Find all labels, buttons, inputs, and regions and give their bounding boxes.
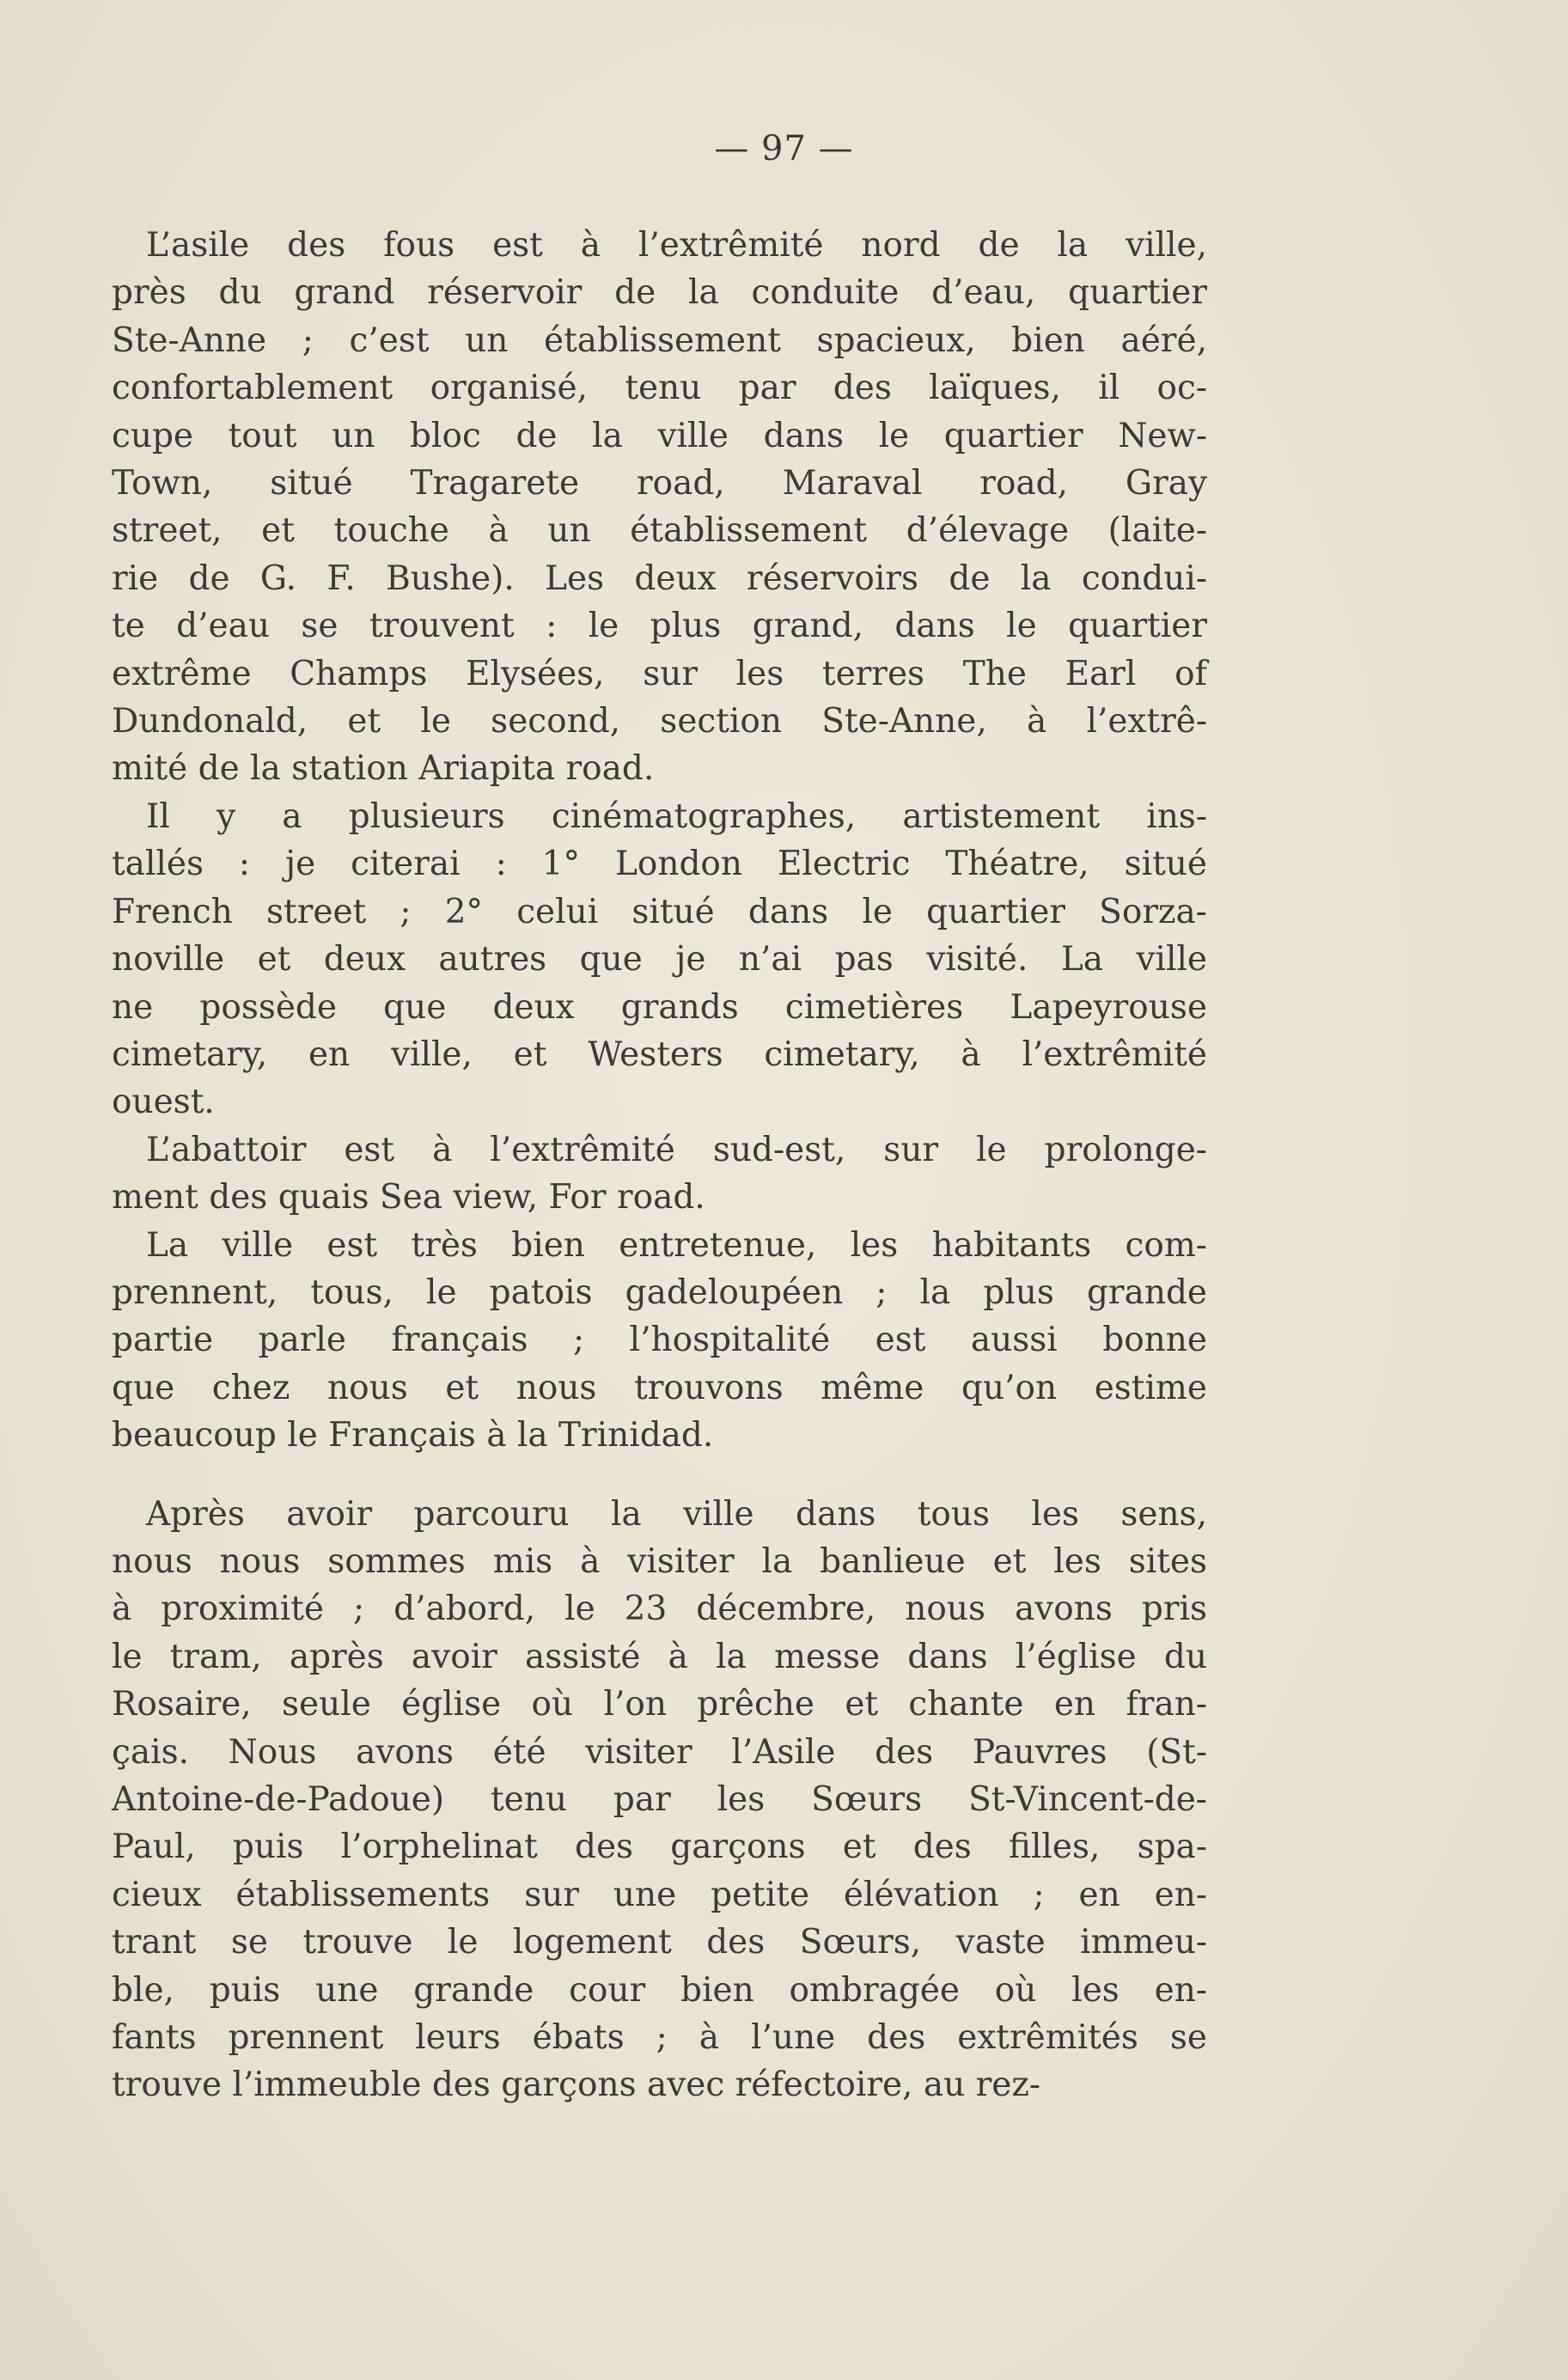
text-line: rie de G. F. Bushe). Les deux réservoirs de la condui- — [112, 558, 1207, 598]
text-line: Ste-Anne ; c’est un établissement spacieux, bien aéré, — [112, 320, 1207, 360]
paragraph-asylum — [112, 222, 1207, 793]
text-line: Il y a plusieurs cinématographes, artistement ins- — [146, 796, 1207, 836]
text-line: cieux établissements sur une petite élévation ; en en- — [112, 1875, 1207, 1914]
text-line: Paul, puis l’orphelinat des garçons et des filles, spa- — [112, 1828, 1207, 1867]
text-line: Après avoir parcouru la ville dans tous les sens, — [146, 1494, 1207, 1534]
text-line: prennent, tous, le patois gadeloupéen ; la plus grande — [112, 1272, 1207, 1312]
text-line: street, et touche à un établissement d’élevage (laite- — [112, 511, 1207, 551]
text-line: trouve l’immeuble des garçons avec réfectoire, au rez- — [112, 2066, 1041, 2105]
text-line: ble, puis une grande cour bien ombragée où les en- — [112, 1970, 1207, 2010]
text-line: extrême Champs Elysées, sur les terres The Earl of — [112, 654, 1207, 693]
text-line: trant se trouve le logement des Sœurs, vaste immeu- — [112, 1923, 1207, 1962]
text-line: le tram, après avoir assisté à la messe dans l’église du — [112, 1637, 1207, 1676]
text-line: mité de la station Ariapita road. — [112, 749, 655, 789]
text-line: Antoine-de-Padoue) tenu par les Sœurs St-Vincent-de- — [112, 1780, 1207, 1819]
text-line: ne possède que deux grands cimetières Lapeyrouse — [112, 987, 1207, 1027]
paragraph-cinemas — [112, 793, 1207, 1126]
text-line: nous nous sommes mis à visiter la banlieue et les sites — [112, 1541, 1207, 1581]
text-line: cupe tout un bloc de la ville dans le quartier New- — [112, 416, 1207, 455]
text-line: confortablement organisé, tenu par des laïques, il oc- — [112, 369, 1207, 408]
text-line: fants prennent leurs ébats ; à l’une des extrêmités se — [112, 2018, 1207, 2058]
text-line: La ville est très bien entretenue, les habitants com- — [146, 1225, 1207, 1265]
paragraph-suburbs — [112, 1491, 1207, 2109]
paragraph-city — [112, 1222, 1207, 1460]
text-line: te d’eau se trouvent : le plus grand, dans le quartier — [112, 607, 1207, 646]
text-line: tallés : je citerai : 1° London Electric Théatre, situé — [112, 845, 1207, 884]
text-line: French street ; 2° celui situé dans le quartier Sorza- — [112, 892, 1207, 931]
text-line: L’asile des fous est à l’extrêmité nord de la ville, — [146, 226, 1207, 265]
page-number: — 97 — — [714, 129, 854, 168]
text-line: que chez nous et nous trouvons même qu’on estime — [112, 1368, 1207, 1407]
text-line: beaucoup le Français à la Trinidad. — [112, 1416, 714, 1455]
paragraph-slaughterhouse — [112, 1126, 1207, 1222]
text-line: Rosaire, seule église où l’on prêche et chante en fran- — [112, 1685, 1207, 1724]
text-line: çais. Nous avons été visiter l’Asile des Pauvres (St- — [112, 1732, 1207, 1772]
text-line: partie parle français ; l’hospitalité est aussi bonne — [112, 1321, 1207, 1360]
text-line: cimetary, en ville, et Westers cimetary, à l’extrêmité — [112, 1034, 1207, 1074]
section-gap — [112, 1460, 1207, 1491]
text-line: ouest. — [112, 1083, 215, 1122]
text-line: Town, situé Tragarete road, Maraval road, Gray — [112, 464, 1207, 503]
body-text — [112, 222, 1207, 2109]
text-line: Dundonald, et le second, section Ste-Anne, à l’extrê- — [112, 702, 1207, 741]
text-line: à proximité ; d’abord, le 23 décembre, nous avons pris — [112, 1590, 1207, 1629]
text-line: L’abattoir est à l’extrêmité sud-est, sur le prolonge- — [146, 1130, 1207, 1169]
text-line: ment des quais Sea view, For road. — [112, 1178, 705, 1217]
text-line: noville et deux autres que je n’ai pas visité. La ville — [112, 940, 1207, 979]
text-line: près du grand réservoir de la conduite d’eau, quartier — [112, 273, 1207, 313]
